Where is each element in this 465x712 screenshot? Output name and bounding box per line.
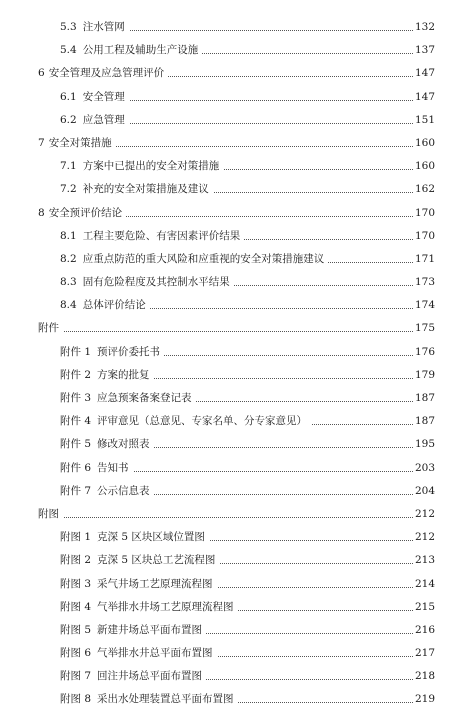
toc-entry-page-number: 162	[413, 178, 435, 201]
toc-entry[interactable]	[0, 596, 465, 619]
toc-entry-number: 8.1	[60, 225, 77, 248]
toc-entry-page-number: 204	[413, 480, 435, 503]
toc-entry-page-number: 132	[413, 16, 435, 39]
toc-entry-page-number: 176	[413, 341, 435, 364]
toc-entry-title: 工程主要危险、有害因素评价结果	[83, 225, 243, 248]
toc-entry-title: 安全预评价结论	[49, 202, 125, 225]
toc-entry[interactable]	[0, 665, 465, 688]
toc-entry-page-number: 203	[413, 457, 435, 480]
toc-entry[interactable]	[0, 526, 465, 549]
toc-entry-page-number: 219	[413, 688, 435, 711]
toc-entry-number: 附件 6	[60, 457, 91, 480]
toc-entry-title: 应急预案备案登记表	[97, 387, 194, 410]
toc-entry[interactable]	[0, 294, 465, 317]
toc-entry-number: 附件 3	[60, 387, 91, 410]
toc-entry-page-number: 195	[413, 433, 435, 456]
toc-entry-page-number: 216	[413, 619, 435, 642]
toc-entry-title: 预评价委托书	[97, 341, 162, 364]
toc-entry-page-number: 218	[413, 665, 435, 688]
toc-entry-title: 方案中已提出的安全对策措施	[83, 155, 222, 178]
toc-entry[interactable]	[0, 202, 465, 225]
toc-entry-page-number: 174	[413, 294, 435, 317]
toc-entry-number: 附件 7	[60, 480, 91, 503]
toc-entry-page-number: 217	[413, 642, 435, 665]
toc-entry-title: 气举排水井总平面布置图	[97, 642, 215, 665]
toc-entry[interactable]	[0, 480, 465, 503]
toc-entry[interactable]	[0, 433, 465, 456]
dot-leader	[38, 331, 415, 332]
toc-entry-title: 安全对策措施	[49, 132, 114, 155]
toc-entry-number: 5.3	[60, 16, 77, 39]
toc-entry[interactable]	[0, 549, 465, 572]
toc-entry-title: 修改对照表	[97, 433, 152, 456]
toc-entry-number: 8	[38, 202, 45, 225]
toc-entry-number: 8.4	[60, 294, 77, 317]
toc-entry[interactable]	[0, 178, 465, 201]
toc-entry-number: 附图 1	[60, 526, 91, 549]
toc-entry-title: 安全管理	[83, 86, 127, 109]
toc-entry-number: 附图 6	[60, 642, 91, 665]
toc-entry-title: 补充的安全对策措施及建议	[83, 178, 211, 201]
toc-entry-page-number: 179	[413, 364, 435, 387]
toc-entry-page-number: 160	[413, 132, 435, 155]
toc-entry[interactable]	[0, 248, 465, 271]
toc-entry-page-number: 213	[413, 549, 435, 572]
toc-entry-page-number: 147	[413, 86, 435, 109]
toc-entry[interactable]	[0, 688, 465, 711]
toc-entry[interactable]	[0, 503, 465, 526]
toc-entry-page-number: 175	[413, 317, 435, 340]
toc-entry-number: 6.2	[60, 109, 77, 132]
toc-entry[interactable]	[0, 39, 465, 62]
toc-entry-page-number: 137	[413, 39, 435, 62]
toc-entry-number: 6	[38, 62, 45, 85]
toc-entry-page-number: 215	[413, 596, 435, 619]
toc-entry-number: 附件 1	[60, 341, 91, 364]
toc-entry-page-number: 214	[413, 573, 435, 596]
toc-entry-number: 附图 5	[60, 619, 91, 642]
toc-entry-title: 应急管理	[83, 109, 127, 132]
toc-entry-title: 克深 5 区块区域位置图	[97, 526, 207, 549]
toc-entry[interactable]	[0, 225, 465, 248]
toc-entry-title: 安全管理及应急管理评价	[49, 62, 167, 85]
toc-entry-title: 应重点防范的重大风险和应重视的安全对策措施建议	[83, 248, 327, 271]
toc-entry[interactable]	[0, 387, 465, 410]
toc-entry-title: 采出水处理装置总平面布置图	[97, 688, 236, 711]
toc-entry-number: 7.1	[60, 155, 77, 178]
toc-entry-number: 6.1	[60, 86, 77, 109]
toc-entry[interactable]	[0, 341, 465, 364]
toc-entry[interactable]	[0, 271, 465, 294]
toc-entry-title: 采气井场工艺原理流程图	[97, 573, 215, 596]
toc-entry-number: 附图 3	[60, 573, 91, 596]
toc-entry-page-number: 160	[413, 155, 435, 178]
toc-entry-page-number: 171	[413, 248, 435, 271]
toc-entry-number: 8.3	[60, 271, 77, 294]
dot-leader	[38, 517, 415, 518]
toc-entry[interactable]	[0, 573, 465, 596]
toc-entry-number: 附图 7	[60, 665, 91, 688]
toc-entry-title: 告知书	[97, 457, 131, 480]
toc-entry[interactable]	[0, 62, 465, 85]
toc-entry[interactable]	[0, 619, 465, 642]
table-of-contents	[0, 16, 465, 712]
toc-entry[interactable]	[0, 155, 465, 178]
toc-entry-page-number: 187	[413, 410, 435, 433]
toc-entry-page-number: 151	[413, 109, 435, 132]
toc-entry-title: 附图	[38, 503, 61, 526]
toc-entry-title: 新建井场总平面布置图	[97, 619, 204, 642]
toc-entry-number: 附图 4	[60, 596, 91, 619]
toc-entry-title: 克深 5 区块总工艺流程图	[97, 549, 217, 572]
toc-entry-number: 附图 2	[60, 549, 91, 572]
toc-entry-title: 固有危险程度及其控制水平结果	[83, 271, 232, 294]
toc-entry-page-number: 170	[413, 202, 435, 225]
toc-entry[interactable]	[0, 364, 465, 387]
toc-entry[interactable]	[0, 410, 465, 433]
toc-entry-title: 方案的批复	[97, 364, 152, 387]
toc-entry-number: 附件 2	[60, 364, 91, 387]
toc-entry-page-number: 212	[413, 526, 435, 549]
toc-entry-number: 附件 5	[60, 433, 91, 456]
toc-entry-title: 公用工程及辅助生产设施	[83, 39, 201, 62]
toc-entry-title: 气举排水井场工艺原理流程图	[97, 596, 236, 619]
toc-entry-page-number: 187	[413, 387, 435, 410]
toc-entry-number: 附图 8	[60, 688, 91, 711]
toc-entry-title: 评审意见（总意见、专家名单、分专家意见）	[97, 410, 309, 433]
toc-entry-number: 7.2	[60, 178, 77, 201]
toc-entry-title: 回注井场总平面布置图	[97, 665, 204, 688]
toc-entry[interactable]	[0, 16, 465, 39]
toc-entry-title: 注水管网	[83, 16, 127, 39]
toc-entry-page-number: 147	[413, 62, 435, 85]
toc-entry-page-number: 173	[413, 271, 435, 294]
toc-entry-number: 8.2	[60, 248, 77, 271]
toc-entry-page-number: 170	[413, 225, 435, 248]
toc-entry[interactable]	[0, 317, 465, 340]
toc-entry-title: 总体评价结论	[83, 294, 148, 317]
toc-entry-number: 7	[38, 132, 45, 155]
toc-entry-page-number: 212	[413, 503, 435, 526]
toc-entry[interactable]	[0, 109, 465, 132]
toc-entry[interactable]	[0, 457, 465, 480]
toc-entry-title: 附件	[38, 317, 61, 340]
toc-entry-title: 公示信息表	[97, 480, 152, 503]
toc-entry[interactable]	[0, 132, 465, 155]
toc-entry-number: 5.4	[60, 39, 77, 62]
toc-entry-number: 附件 4	[60, 410, 91, 433]
toc-entry[interactable]	[0, 86, 465, 109]
